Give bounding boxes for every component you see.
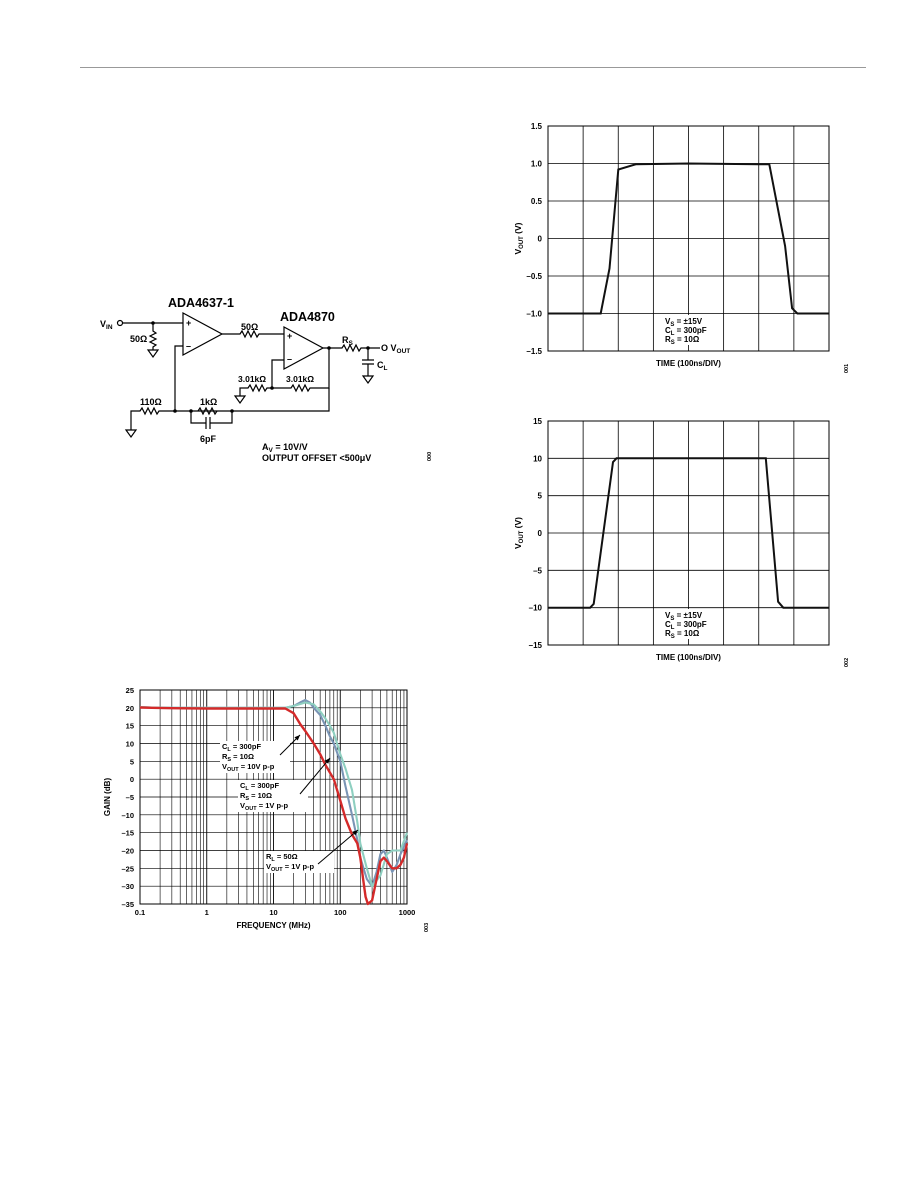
c2-annotation-line: $V_S = \pm 15V$	[665, 611, 703, 622]
chart3-y-ticks	[121, 686, 134, 909]
c3-ytick-label: 5	[129, 757, 134, 767]
c3-xtick-label: 0.1	[134, 908, 146, 917]
c3-ytick-label: –10	[121, 810, 134, 820]
r-term-label: 50Ω	[130, 334, 148, 344]
c3-xtick-label: 100	[333, 908, 347, 917]
c1-ytick-label: –1.0	[526, 309, 542, 319]
rs-label: $R_S$	[342, 335, 353, 347]
chart2-ylabel: $V_{OUT}$ (V)	[513, 516, 525, 550]
c-6pf-label: 6pF	[200, 434, 217, 444]
c3-ytick-label: 15	[125, 721, 134, 731]
c2-annotation-line: $C_L = 300pF$	[665, 620, 707, 631]
c3-ytick-label: –35	[121, 900, 134, 909]
c3-annotation-arrow	[318, 830, 358, 864]
vin-label: $V_{IN}$	[100, 319, 113, 331]
c1-annotation-line: $V_S = \pm 15V$	[665, 317, 703, 328]
r-fb1-label: 3.01kΩ	[238, 374, 267, 384]
c3-annotation-line: $C_L = 300pF$	[222, 742, 262, 753]
c3-annotation-line: $V_{OUT} = 10V$ p-p	[222, 762, 275, 773]
c3-xtick-label: 1000	[398, 908, 416, 917]
c3-ytick-label: 20	[125, 703, 134, 713]
c3-annotation-line: $V_{OUT} = 1V$ p-p	[266, 862, 315, 873]
c3-ytick-label: 10	[125, 739, 134, 749]
c3-xtick-label: 10	[269, 908, 278, 917]
c3-ytick-label: 0	[129, 775, 134, 785]
c3-annotation-line: $C_L = 300pF$	[240, 781, 280, 792]
c1-ytick-label: 1.0	[530, 159, 542, 169]
c2-ytick-label: 5	[537, 491, 542, 501]
c3-ytick-label: –15	[121, 828, 134, 838]
chart1-xlabel: TIME (100ns/DIV)	[656, 359, 721, 368]
vout-label: O $V_{OUT}$	[381, 343, 411, 355]
chart1-ylabel: $V_{OUT}$ (V)	[513, 222, 525, 255]
c2-ytick-label: 15	[533, 417, 542, 426]
schematic-fig-id: 000	[427, 451, 433, 461]
c1-ytick-label: –0.5	[526, 272, 542, 281]
chart1-fig-id: 001	[844, 363, 850, 373]
c3-ytick-label: –5	[125, 793, 134, 802]
c1-ytick-label: –1.5	[526, 347, 542, 356]
c3-annotation-line: $R_L = 50\Omega$	[266, 852, 298, 863]
chart3-x-ticks	[135, 908, 416, 917]
r-fb2-label: 3.01kΩ	[286, 374, 315, 384]
opamp2-label: ADA4870	[280, 310, 335, 324]
c3-annotation-line: $R_S = 10\Omega$	[222, 752, 254, 763]
opamp2-minus: –	[287, 354, 293, 364]
opamp2-plus: +	[287, 331, 293, 341]
c1-ytick-label: 0.5	[530, 197, 542, 206]
c2-ytick-label: –10	[528, 603, 542, 613]
c2-ytick-label: –5	[533, 566, 542, 576]
c3-annotation-line: $R_S = 10\Omega$	[240, 791, 272, 802]
c2-annotation-line: $R_S = 10\Omega$	[665, 629, 700, 640]
opamp1-label: ADA4637-1	[168, 296, 235, 310]
c3-ytick-label: –20	[121, 846, 134, 856]
cl-label: $C_L$	[377, 360, 388, 372]
c1-annotation-line: $C_L = 300pF$	[665, 326, 707, 337]
chart2-fig-id: 002	[844, 657, 850, 667]
r-1k-label: 1kΩ	[200, 397, 218, 407]
chart3-fig-id: 003	[424, 922, 430, 932]
r-gnd-label: 110Ω	[140, 397, 162, 407]
c3-ytick-label: –25	[121, 864, 134, 874]
c3-ytick-label: –30	[121, 882, 134, 892]
c2-ytick-label: –15	[528, 641, 542, 650]
chart2-xlabel: TIME (100ns/DIV)	[656, 653, 721, 662]
c2-ytick-label: 0	[537, 529, 542, 538]
c1-ytick-label: 0	[537, 234, 542, 244]
c3-annotation-line: $V_{OUT} = 1V$ p-p	[240, 801, 289, 812]
opamp1-plus: +	[186, 318, 192, 328]
chart3-ylabel: GAIN (dB)	[103, 777, 112, 817]
r-series-label: 50Ω	[241, 322, 259, 332]
c1-annotation-line: $R_S = 10\Omega$	[665, 335, 700, 346]
c3-ytick-label: 25	[125, 686, 134, 695]
offset-label: OUTPUT OFFSET <500μV	[262, 453, 372, 463]
c2-ytick-label: 10	[533, 454, 542, 464]
c3-xtick-label: 1	[204, 908, 209, 917]
chart3-xlabel: FREQUENCY (MHz)	[236, 921, 311, 930]
opamp1-minus: –	[186, 341, 192, 351]
c1-ytick-label: 1.5	[530, 122, 542, 131]
gain-label: $A_V = 10V/V$	[262, 442, 308, 454]
